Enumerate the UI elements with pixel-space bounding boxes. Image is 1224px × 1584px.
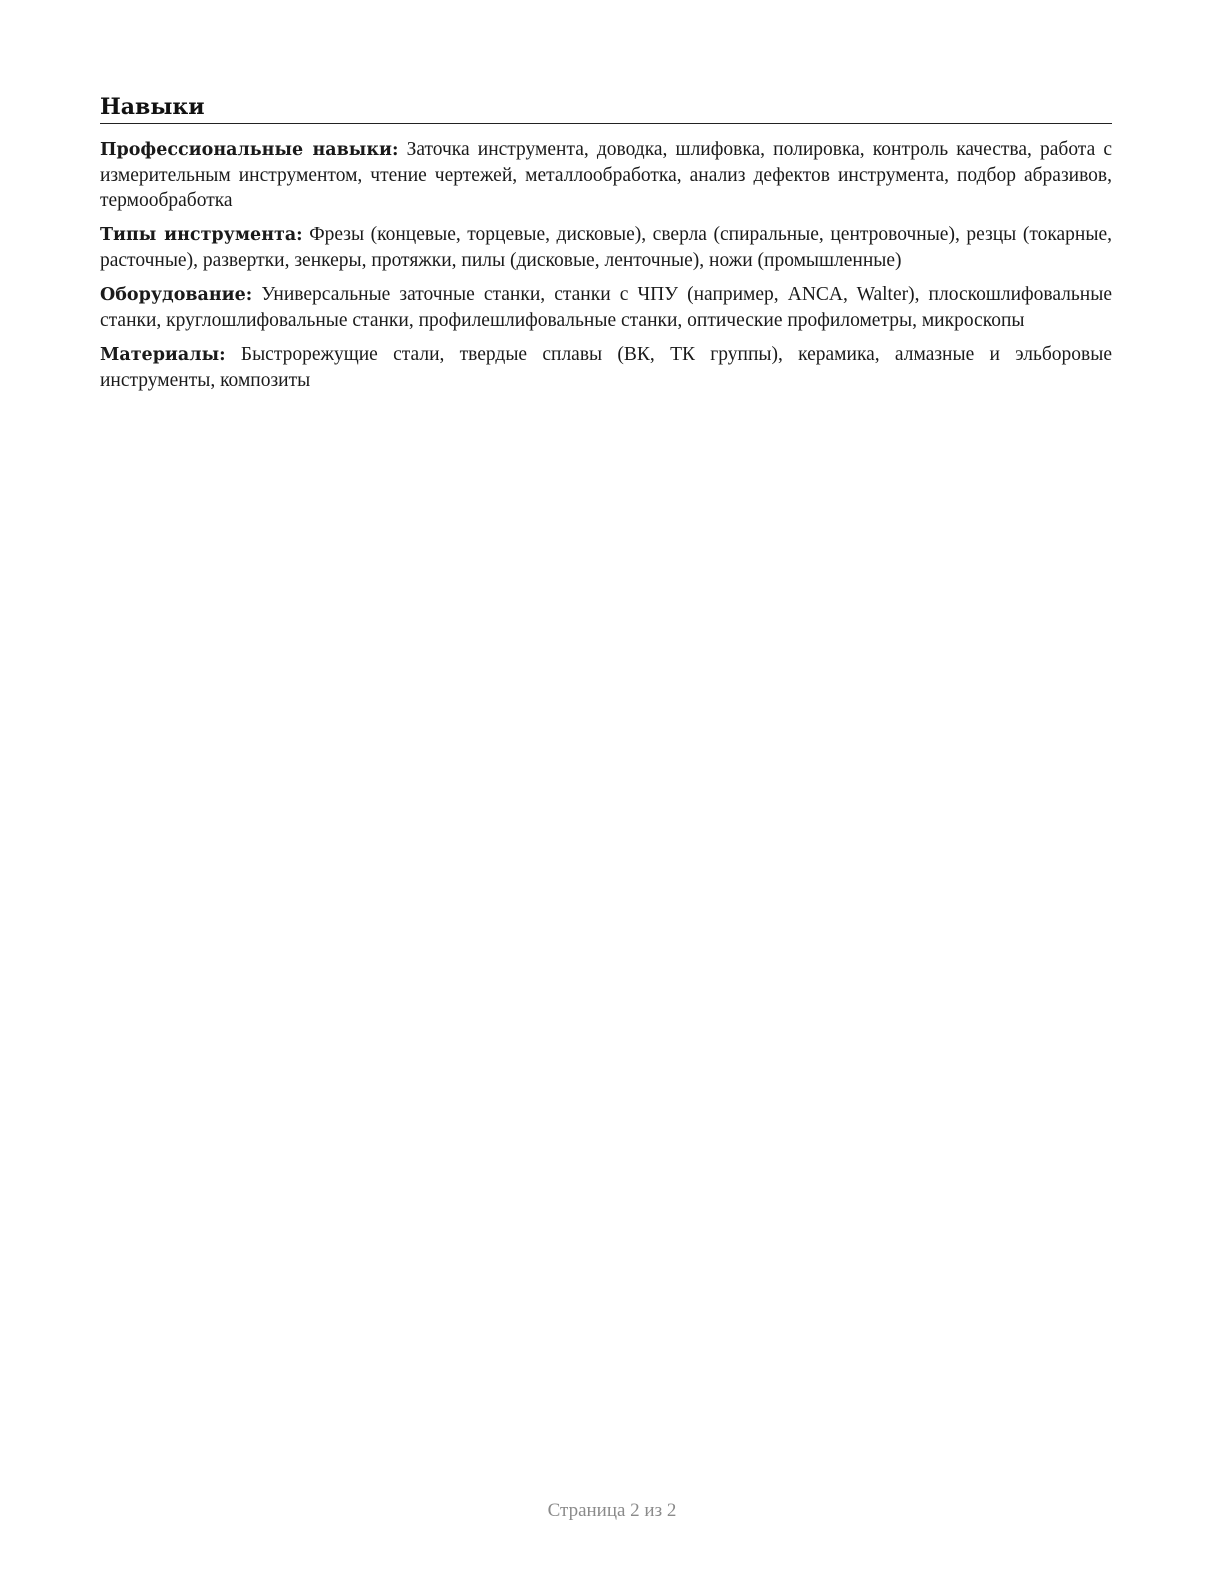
skill-text-tool-types: Фрезы (концевые, торцевые, дисковые), сверла (спиральные, центровочные), резцы (токарные, расточные), развертки, зенкеры, протяжки, пилы (дисковые, ленточные), ножи (промышленные) [100,224,1112,271]
skill-text-equipment: Универсальные заточные станки, станки с ЧПУ (например, ANCA, Walter), плоскошлифовальные станки, круглошлифовальные станки, профилешлифовальные станки, оптические профилометры, микроскопы [100,284,1113,331]
skill-label-professional: Профессиональные навыки: [100,140,399,160]
document-page [100,92,1112,402]
skill-label-tool-types: Типы инструмента: [100,225,303,245]
skill-text-materials: Быстрорежущие стали, твердые сплавы (ВК, ТК группы), керамика, алмазные и эльборовые инструменты, композиты [100,344,1112,391]
skill-entry-equipment [100,282,1112,333]
section-title-skills: Навыки [100,92,1112,124]
skill-text-professional: Заточка инструмента, доводка, шлифовка, полировка, контроль качества, работа с измерительным инструментом, чтение чертежей, металлообработка, анализ дефектов инструмента, подбор абразивов, термообработка [100,139,1113,211]
skill-entry-professional [100,137,1112,213]
skill-entry-tool-types [100,222,1112,273]
skills-list [100,137,1112,393]
skill-label-equipment: Оборудование: [100,285,253,305]
page-number-footer: Страница 2 из 2 [547,1500,677,1521]
skill-entry-materials [100,342,1112,393]
skill-label-materials: Материалы: [100,345,226,365]
